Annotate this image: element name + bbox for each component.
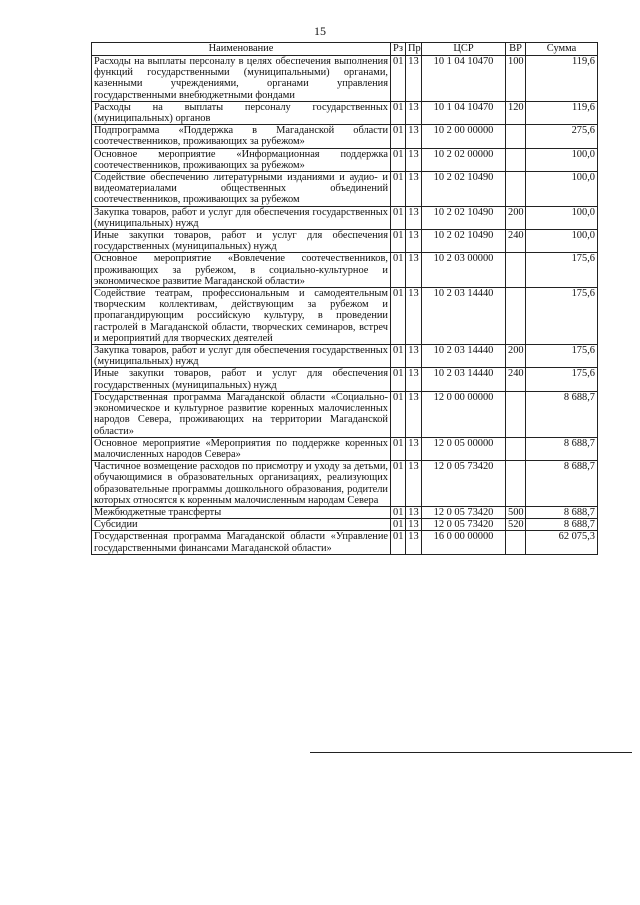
- cell-csr: 16 0 00 00000: [422, 531, 506, 554]
- cell-name: Закупка товаров, работ и услуг для обеспечения государственных (муниципальных) нужд: [92, 345, 391, 368]
- cell-rz: 01: [391, 531, 406, 554]
- table-row: [92, 519, 598, 531]
- cell-csr: 10 1 04 10470: [422, 56, 506, 102]
- cell-sum: 8 688,7: [526, 437, 598, 460]
- cell-rz: 01: [391, 368, 406, 391]
- cell-rz: 01: [391, 461, 406, 507]
- cell-sum: 175,6: [526, 288, 598, 345]
- cell-name: Иные закупки товаров, работ и услуг для обеспечения государственных (муниципальных) нужд: [92, 230, 391, 253]
- table-header-row: [92, 43, 598, 56]
- cell-vr: 100: [506, 56, 526, 102]
- budget-table: [91, 42, 598, 555]
- cell-csr: 10 2 02 10490: [422, 230, 506, 253]
- cell-sum: 119,6: [526, 101, 598, 124]
- cell-vr: 240: [506, 368, 526, 391]
- header-csr: ЦСР: [422, 43, 506, 56]
- cell-rz: 01: [391, 437, 406, 460]
- cell-name: Основное мероприятие «Информационная поддержка соотечественников, проживающих за рубежом»: [92, 148, 391, 171]
- cell-vr: [506, 148, 526, 171]
- cell-rz: 01: [391, 206, 406, 229]
- cell-pr: 13: [406, 391, 422, 437]
- cell-name: Расходы на выплаты персоналу государственных (муниципальных) органов: [92, 101, 391, 124]
- cell-sum: 8 688,7: [526, 461, 598, 507]
- cell-vr: [506, 288, 526, 345]
- cell-csr: 12 0 05 00000: [422, 437, 506, 460]
- table-row: [92, 391, 598, 437]
- table-row: [92, 345, 598, 368]
- cell-name: Закупка товаров, работ и услуг для обеспечения государственных (муниципальных) нужд: [92, 206, 391, 229]
- cell-rz: 01: [391, 253, 406, 288]
- cell-sum: 175,6: [526, 368, 598, 391]
- cell-pr: 13: [406, 253, 422, 288]
- cell-vr: 200: [506, 206, 526, 229]
- header-vr: ВР: [506, 43, 526, 56]
- cell-sum: 62 075,3: [526, 531, 598, 554]
- cell-vr: [506, 531, 526, 554]
- cell-csr: 10 2 03 00000: [422, 253, 506, 288]
- cell-pr: 13: [406, 519, 422, 531]
- cell-rz: 01: [391, 172, 406, 207]
- cell-pr: 13: [406, 125, 422, 148]
- cell-name: Расходы на выплаты персоналу в целях обеспечения выполнения функций государственными (муниципальными) органами, казенными учреждениями, органами управления государственными внебюджетными фондами: [92, 56, 391, 102]
- cell-name: Государственная программа Магаданской области «Социально-экономическое и культурное развитие коренных малочисленных народов Севера, проживающих на территории Магаданской области»: [92, 391, 391, 437]
- cell-vr: [506, 437, 526, 460]
- cell-name: Основное мероприятие «Вовлечение соотечественников, проживающих за рубежом, в социально-культурное и экономическое развитие Магаданской области»: [92, 253, 391, 288]
- cell-csr: 10 2 03 14440: [422, 368, 506, 391]
- table-row: [92, 506, 598, 518]
- cell-name: Содействие театрам, профессиональным и самодеятельным творческим коллективам, действующим за рубежом и пропагандирующим российскую культуру, в проведении гастролей в Магаданской области, творческих семинаров, встреч и мероприятий для творческих деятелей: [92, 288, 391, 345]
- cell-pr: 13: [406, 148, 422, 171]
- cell-rz: 01: [391, 288, 406, 345]
- cell-pr: 13: [406, 345, 422, 368]
- cell-vr: 240: [506, 230, 526, 253]
- cell-csr: 10 2 03 14440: [422, 345, 506, 368]
- cell-csr: 12 0 00 00000: [422, 391, 506, 437]
- table-row: [92, 461, 598, 507]
- cell-pr: 13: [406, 206, 422, 229]
- cell-sum: 100,0: [526, 148, 598, 171]
- cell-pr: 13: [406, 288, 422, 345]
- table-row: [92, 206, 598, 229]
- bottom-rule: [310, 752, 632, 753]
- cell-name: Иные закупки товаров, работ и услуг для обеспечения государственных (муниципальных) нужд: [92, 368, 391, 391]
- cell-vr: 200: [506, 345, 526, 368]
- cell-pr: 13: [406, 506, 422, 518]
- cell-pr: 13: [406, 172, 422, 207]
- header-rz: Рз: [391, 43, 406, 56]
- cell-vr: 520: [506, 519, 526, 531]
- cell-rz: 01: [391, 148, 406, 171]
- cell-pr: 13: [406, 56, 422, 102]
- table-row: [92, 253, 598, 288]
- cell-name: Содействие обеспечению литературными изданиями и аудио- и видеоматериалами общественных объединений соотечественников, проживающих за рубежом: [92, 172, 391, 207]
- cell-name: Подпрограмма «Поддержка в Магаданской области соотечественников, проживающих за рубежом»: [92, 125, 391, 148]
- cell-vr: 500: [506, 506, 526, 518]
- cell-sum: 100,0: [526, 172, 598, 207]
- cell-rz: 01: [391, 519, 406, 531]
- cell-csr: 10 2 02 10490: [422, 206, 506, 229]
- cell-sum: 175,6: [526, 253, 598, 288]
- cell-name: Субсидии: [92, 519, 391, 531]
- cell-csr: 10 2 02 10490: [422, 172, 506, 207]
- cell-csr: 10 2 02 00000: [422, 148, 506, 171]
- cell-pr: 13: [406, 461, 422, 507]
- table-row: [92, 56, 598, 102]
- cell-rz: 01: [391, 391, 406, 437]
- page-number: 15: [314, 24, 326, 38]
- cell-name: Основное мероприятие «Мероприятия по поддержке коренных малочисленных народов Севера»: [92, 437, 391, 460]
- cell-csr: 12 0 05 73420: [422, 519, 506, 531]
- table-row: [92, 125, 598, 148]
- cell-name: Частичное возмещение расходов по присмотру и уходу за детьми, обучающимися в образовательных организациях, реализующих образовательные программы дошкольного образования, родители которых относятся к коренным малочисленным народам Севера: [92, 461, 391, 507]
- cell-sum: 275,6: [526, 125, 598, 148]
- cell-vr: [506, 125, 526, 148]
- cell-sum: 8 688,7: [526, 506, 598, 518]
- header-name: Наименование: [92, 43, 391, 56]
- cell-sum: 175,6: [526, 345, 598, 368]
- cell-pr: 13: [406, 531, 422, 554]
- cell-vr: 120: [506, 101, 526, 124]
- cell-rz: 01: [391, 56, 406, 102]
- cell-csr: 12 0 05 73420: [422, 506, 506, 518]
- cell-sum: 100,0: [526, 206, 598, 229]
- cell-pr: 13: [406, 101, 422, 124]
- cell-rz: 01: [391, 230, 406, 253]
- table-row: [92, 437, 598, 460]
- cell-vr: [506, 461, 526, 507]
- cell-pr: 13: [406, 368, 422, 391]
- cell-rz: 01: [391, 506, 406, 518]
- cell-sum: 100,0: [526, 230, 598, 253]
- cell-csr: 10 2 00 00000: [422, 125, 506, 148]
- table-row: [92, 148, 598, 171]
- header-sum: Сумма: [526, 43, 598, 56]
- cell-rz: 01: [391, 125, 406, 148]
- cell-pr: 13: [406, 230, 422, 253]
- table-row: [92, 230, 598, 253]
- cell-name: Государственная программа Магаданской области «Управление государственными финансами Магаданской области»: [92, 531, 391, 554]
- cell-name: Межбюджетные трансферты: [92, 506, 391, 518]
- table-row: [92, 172, 598, 207]
- cell-vr: [506, 391, 526, 437]
- table-row: [92, 531, 598, 554]
- cell-pr: 13: [406, 437, 422, 460]
- cell-sum: 119,6: [526, 56, 598, 102]
- cell-vr: [506, 172, 526, 207]
- table-row: [92, 288, 598, 345]
- cell-vr: [506, 253, 526, 288]
- table-row: [92, 101, 598, 124]
- cell-csr: 12 0 05 73420: [422, 461, 506, 507]
- cell-rz: 01: [391, 101, 406, 124]
- cell-sum: 8 688,7: [526, 391, 598, 437]
- header-pr: Пр: [406, 43, 422, 56]
- cell-sum: 8 688,7: [526, 519, 598, 531]
- cell-rz: 01: [391, 345, 406, 368]
- table-row: [92, 368, 598, 391]
- cell-csr: 10 2 03 14440: [422, 288, 506, 345]
- cell-csr: 10 1 04 10470: [422, 101, 506, 124]
